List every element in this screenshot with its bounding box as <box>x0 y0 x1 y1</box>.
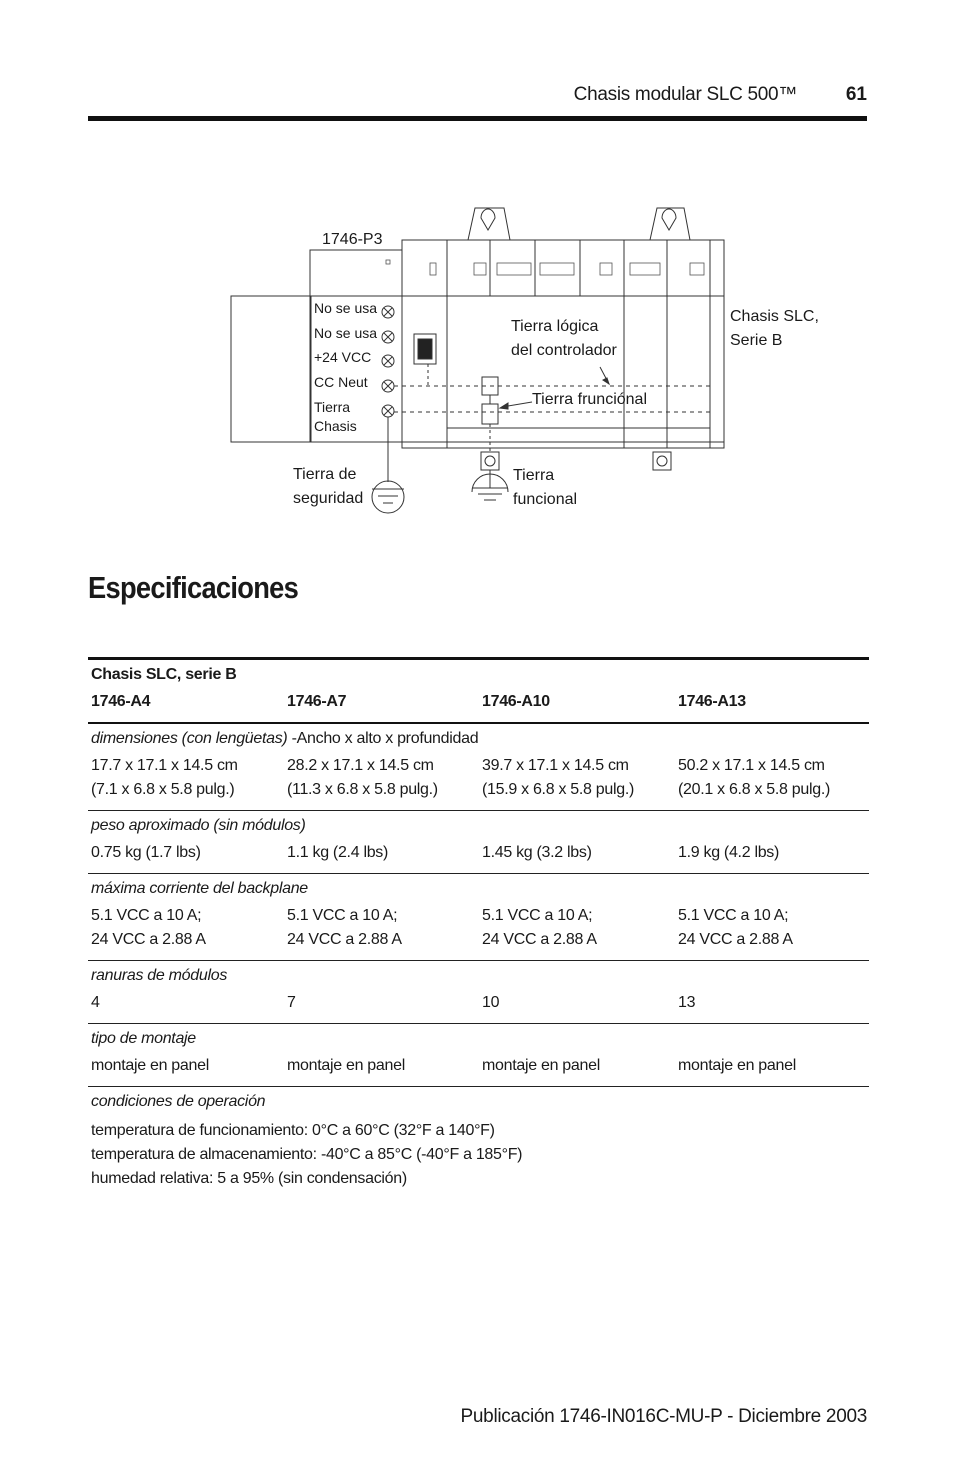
operating-condition: temperatura de almacenamiento: -40°C a 85°C (-40°F a 185°F) <box>91 1146 523 1163</box>
mount-row <box>88 1054 869 1086</box>
dimension-in: (20.1 x 6.8 x 5.8 pulg.) <box>678 781 831 798</box>
functional-ground-arrow-label: Tierra frunciónal <box>532 391 648 408</box>
table-header-row <box>88 690 869 722</box>
current-row <box>88 904 869 960</box>
wiring-diagram <box>0 0 954 540</box>
dimension-cm: 39.7 x 17.1 x 14.5 cm <box>482 757 629 774</box>
current-label-row <box>88 874 869 904</box>
weight-value: 1.45 kg (3.2 lbs) <box>482 844 592 861</box>
dimension-in: (11.3 x 6.8 x 5.8 pulg.) <box>287 781 438 798</box>
slots-label-row <box>88 961 869 991</box>
current-value: 5.1 VCC a 10 A; <box>482 907 593 924</box>
dimensions-label-rest: -Ancho x alto x profundidad <box>287 730 479 747</box>
dimension-cm: 28.2 x 17.1 x 14.5 cm <box>287 757 434 774</box>
terminal-symbols <box>382 306 394 417</box>
terminal-label: Tierra <box>314 399 351 415</box>
chassis-label-2: Serie B <box>730 332 783 349</box>
weight-value: 0.75 kg (1.7 lbs) <box>91 844 201 861</box>
page-number: 61 <box>845 84 867 105</box>
operating-condition: temperatura de funcionamiento: 0°C a 60°C (32°F a 140°F) <box>91 1122 495 1139</box>
mount-value: montaje en panel <box>678 1057 796 1074</box>
weight-value: 1.1 kg (2.4 lbs) <box>287 844 389 861</box>
mounting-tab-right <box>650 208 690 240</box>
operating-row <box>88 1117 869 1197</box>
dimension-cm: 17.7 x 17.1 x 14.5 cm <box>91 757 238 774</box>
current-value: 5.1 VCC a 10 A; <box>678 907 789 924</box>
current-value-2: 24 VCC a 2.88 A <box>482 931 597 948</box>
operating-label: condiciones de operación <box>91 1093 266 1110</box>
mount-value: montaje en panel <box>482 1057 600 1074</box>
terminal-label: CC Neut <box>314 374 368 390</box>
spec-table <box>88 657 869 1197</box>
terminal-label: No se usa <box>314 325 378 341</box>
current-value: 5.1 VCC a 10 A; <box>91 907 202 924</box>
weight-row <box>88 841 869 873</box>
wiring-diagram-svg <box>0 0 954 540</box>
mount-value: montaje en panel <box>287 1057 405 1074</box>
slots-value: 7 <box>287 994 296 1011</box>
current-value-2: 24 VCC a 2.88 A <box>287 931 402 948</box>
slots-value: 13 <box>678 994 696 1011</box>
table-caption: Chasis SLC, serie B <box>91 666 237 683</box>
mounting-tab-left <box>468 208 510 240</box>
weight-label: peso aproximado (sin módulos) <box>91 817 306 834</box>
dimensions-label: dimensiones (con lengüetas) <box>91 730 288 747</box>
chassis-label: Chasis SLC, <box>730 308 819 325</box>
safety-ground-label: Tierra de <box>293 466 357 483</box>
operating-label-row <box>88 1087 869 1117</box>
mount-value: montaje en panel <box>91 1057 209 1074</box>
slots-value: 4 <box>91 994 100 1011</box>
functional-ground-label-2: funcional <box>513 491 578 508</box>
safety-ground-symbol <box>372 481 404 513</box>
page-footer: Publicación 1746-IN016C-MU-P - Diciembre 2003 <box>460 1406 867 1427</box>
mounting-panel <box>231 296 311 442</box>
slots-label: ranuras de módulos <box>91 967 228 984</box>
current-value-2: 24 VCC a 2.88 A <box>678 931 793 948</box>
mount-label-row <box>88 1024 869 1054</box>
column-header: 1746-A13 <box>678 693 746 710</box>
current-value: 5.1 VCC a 10 A; <box>287 907 398 924</box>
table-caption-row <box>88 660 869 690</box>
column-header: 1746-A10 <box>482 693 550 710</box>
mount-label: tipo de montaje <box>91 1030 196 1047</box>
weight-label-row <box>88 811 869 841</box>
current-value-2: 24 VCC a 2.88 A <box>91 931 206 948</box>
dimension-in: (7.1 x 6.8 x 5.8 pulg.) <box>91 781 235 798</box>
column-header: 1746-A7 <box>287 693 347 710</box>
safety-ground-label-2: seguridad <box>293 490 364 507</box>
logic-ground-label: Tierra lógica <box>511 318 599 335</box>
weight-value: 1.9 kg (4.2 lbs) <box>678 844 780 861</box>
dimension-cm: 50.2 x 17.1 x 14.5 cm <box>678 757 825 774</box>
operating-condition: humedad relativa: 5 a 95% (sin condensación) <box>91 1170 407 1187</box>
slots-row <box>88 991 869 1023</box>
column-header: 1746-A4 <box>91 693 151 710</box>
terminal-label: No se usa <box>314 300 378 316</box>
functional-ground-label: Tierra <box>513 467 555 484</box>
dimensions-label-row <box>88 724 869 754</box>
header-title: Chasis modular SLC 500™ <box>573 84 797 105</box>
logic-ground-label-2: del controlador <box>511 342 617 359</box>
module-label: 1746-P3 <box>322 231 383 248</box>
terminal-label: Chasis <box>314 418 357 434</box>
terminal-label: +24 VCC <box>314 349 372 365</box>
dimensions-row <box>88 754 869 810</box>
current-label: máxima corriente del backplane <box>91 880 308 897</box>
module-leds <box>386 260 704 275</box>
slots-value: 10 <box>482 994 500 1011</box>
dimension-in: (15.9 x 6.8 x 5.8 pulg.) <box>482 781 635 798</box>
section-title: Especificaciones <box>88 570 299 605</box>
